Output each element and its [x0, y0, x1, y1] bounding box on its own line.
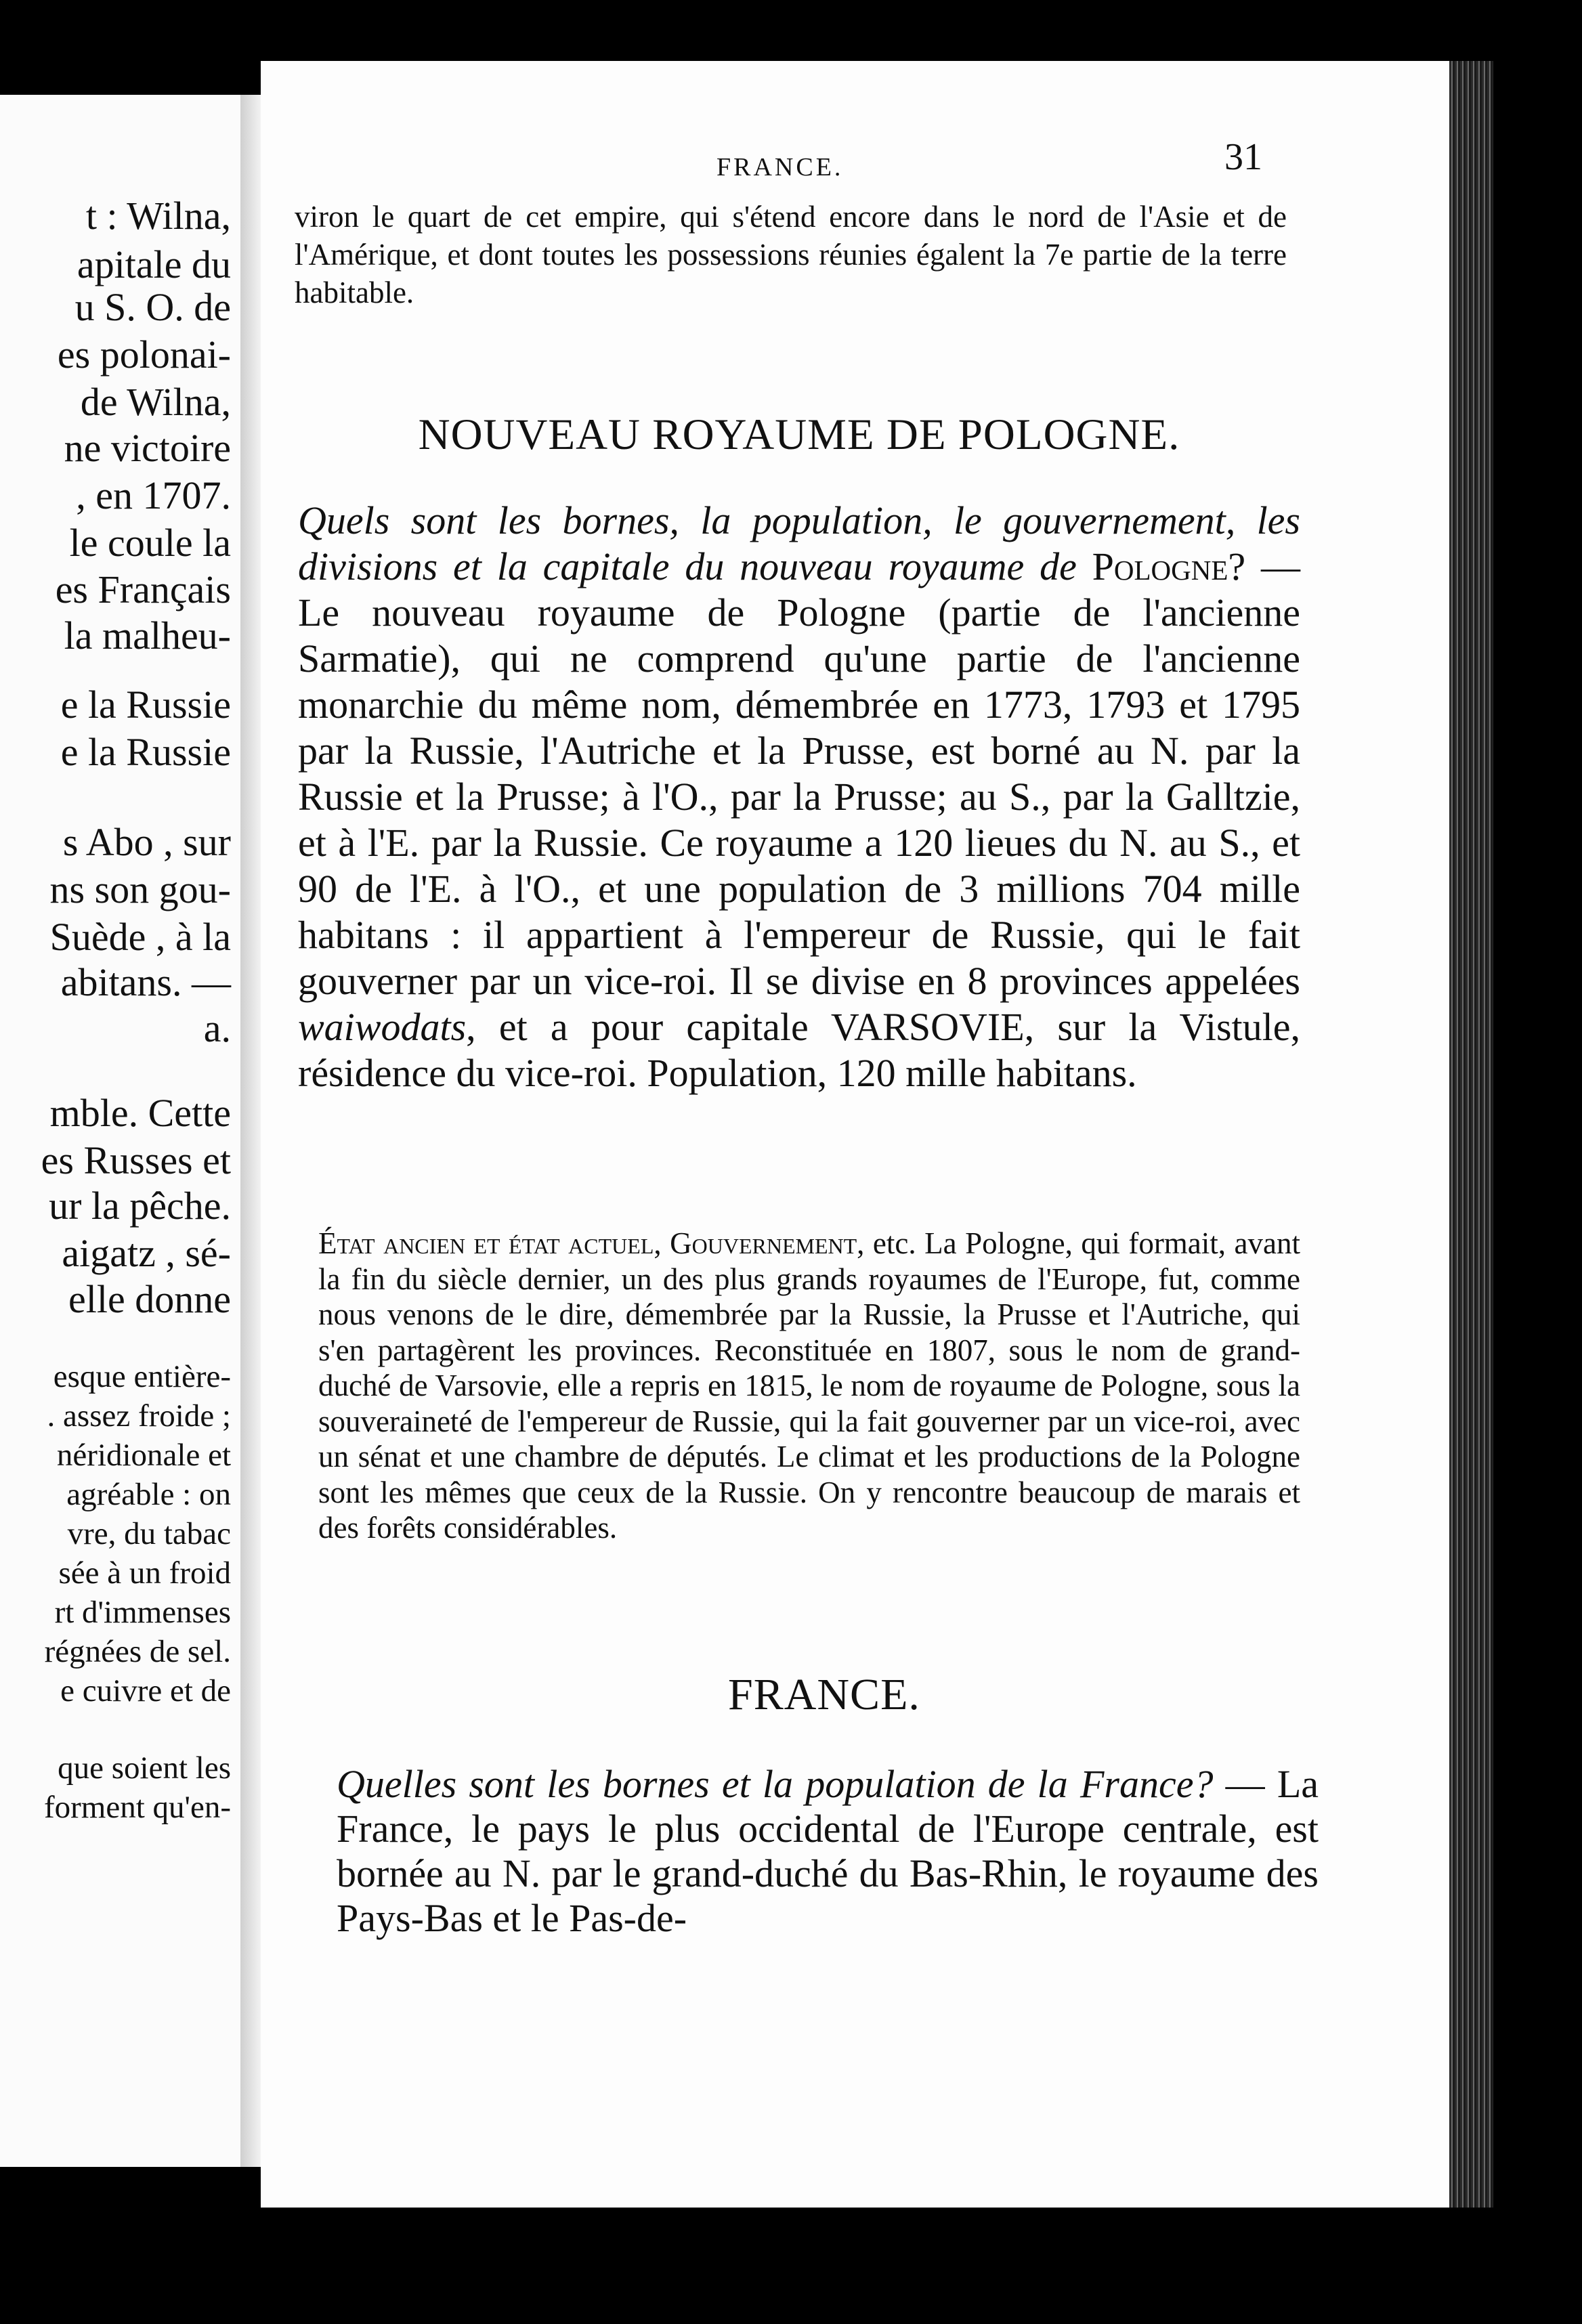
- left-page-fragment: de Wilna,: [80, 380, 231, 424]
- left-page-fragment: que soient les: [58, 1750, 231, 1786]
- section-heading-pologne: NOUVEAU ROYAUME DE POLOGNE.: [418, 410, 1180, 459]
- left-page-fragment: , en 1707.: [76, 473, 231, 517]
- left-page-fragment: sée à un froid: [58, 1555, 231, 1591]
- etat-text: , etc. La Pologne, qui formait, avant la fin du siècle dernier, un des plus grands royaumes de l'Europe, fut, comme nous venons de le dire, démembrée par la Russie, la Prusse et l'Autriche, qui s'en partagèrent les provinces. Reconstituée en 1807, sous le nom de grand-duché de Varsovie, elle a repris en 1815, le nom de royaume de Pologne, sous la souveraineté de l'empereur de Russie, qui la fait gouverner par un vice-roi, avec un sénat et une chambre de députés. Le climat et les productions de la Pologne sont les mêmes que ceux de la Russie. On y rencontre beaucoup de marais et des forêts considérables.: [318, 1226, 1300, 1545]
- left-page-fragment: e cuivre et de: [60, 1673, 231, 1708]
- left-page-fragment: vre, du tabac: [67, 1516, 231, 1551]
- page-number: 31: [1224, 136, 1262, 178]
- france-question: Quelles sont les bornes et la population de la France?: [337, 1762, 1214, 1806]
- etat-paragraph: [318, 1226, 1300, 1546]
- left-page-fragment: mble. Cette: [49, 1091, 231, 1135]
- continuation-paragraph: viron le quart de cet empire, qui s'étend encore dans le nord de l'Asie et de l'Amérique, et dont toutes les possessions réunies égalent la 7e partie de la terre habitable.: [295, 200, 1287, 309]
- left-page-fragment: e la Russie: [60, 730, 231, 774]
- left-page-fragment: ne victoire: [64, 426, 231, 470]
- section-heading-france: FRANCE.: [728, 1670, 920, 1719]
- pologne-answer-b: , et a pour capitale VARSOVIE, sur la Vistule, résidence du vice-roi. Population, 120 mille habitans.: [298, 1005, 1300, 1095]
- left-page-fragment: . assez froide ;: [47, 1398, 231, 1434]
- left-page-fragment: u S. O. de: [74, 285, 231, 329]
- left-page-fragment: la malheu-: [64, 614, 231, 658]
- left-page-fragment: régnées de sel.: [44, 1634, 231, 1669]
- page-edges: [1449, 61, 1493, 2208]
- etat-label-gouvernement: Gouvernement: [670, 1226, 857, 1260]
- left-page: [0, 95, 240, 2167]
- pologne-question-country: Pologne: [1092, 544, 1228, 588]
- left-page-fragment: e la Russie: [60, 683, 231, 727]
- left-page-fragment: t : Wilna,: [85, 194, 231, 238]
- france-question-paragraph: [337, 1762, 1319, 1941]
- left-page-fragment: forment qu'en-: [43, 1790, 231, 1825]
- left-page-fragment: apitale du: [77, 242, 231, 286]
- left-page-fragment: es Français: [55, 567, 231, 611]
- left-page-fragment: rt d'immenses: [54, 1595, 231, 1630]
- etat-label: État ancien et état actuel: [318, 1226, 654, 1260]
- left-page-fragment: s Abo , sur: [62, 820, 231, 864]
- left-page-fragment: esque entière-: [53, 1359, 231, 1394]
- pologne-answer-a: — Le nouveau royaume de Pologne (partie de l'ancienne Sarmatie), qui ne comprend qu'une partie de l'ancienne monarchie du même nom, démembrée en 1773, 1793 et 1795 par la Russie, l'Autriche et la Prusse, est borné au N. par la Russie et la Prusse; à l'O., par la Prusse; au S., par la Galltzie, et à l'E. par la Russie. Ce royaume a 120 lieues du N. au S., et 90 de l'E. à l'O., et une population de 3 millions 704 mille habitans : il appartient à l'empereur de Russie, qui le fait gouverner par un vice-roi. Il se divise en 8 provinces appelées: [298, 544, 1300, 1003]
- pologne-question: Quels sont les bornes, la population, le gouvernement, les divisions et la capitale du nouveau royaume de: [298, 498, 1300, 588]
- france-answer: — La France, le pays le plus occidental de l'Europe centrale, est bornée au N. par le grand-duché du Bas-Rhin, le royaume des Pays-Bas et le Pas-de-: [337, 1762, 1319, 1940]
- left-page-fragment: es polonai-: [57, 332, 231, 376]
- book-gutter: [240, 95, 261, 2167]
- left-page-fragment: néridionale et: [56, 1438, 231, 1473]
- pologne-question-mark: ?: [1228, 544, 1246, 588]
- left-page-fragment: ns son gou-: [49, 867, 231, 911]
- left-page-fragment: ur la pêche.: [49, 1184, 231, 1228]
- left-page-fragment: a.: [203, 1006, 231, 1050]
- left-page-fragment: le coule la: [69, 521, 231, 565]
- pologne-question-paragraph: [298, 498, 1300, 1096]
- left-page-fragment: aigatz , sé-: [62, 1231, 231, 1275]
- pologne-answer-term: waiwodats: [298, 1005, 467, 1049]
- left-page-fragment: agréable : on: [66, 1477, 231, 1512]
- etat-sep: ,: [654, 1226, 670, 1260]
- left-page-fragment: Suède , à la: [49, 915, 231, 959]
- left-page-fragment: es Russes et: [41, 1138, 231, 1182]
- running-title: FRANCE.: [717, 153, 844, 181]
- left-page-fragment: abitans. —: [60, 960, 231, 1004]
- left-page-fragment: elle donne: [68, 1277, 231, 1321]
